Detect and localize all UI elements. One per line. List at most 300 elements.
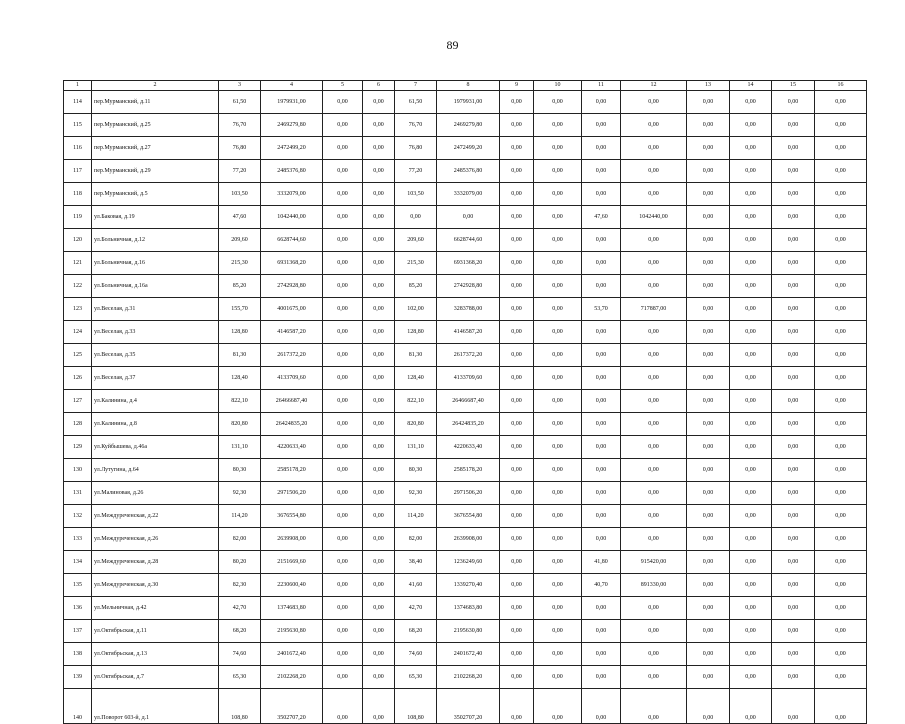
value-cell: 0,00	[815, 206, 867, 229]
value-cell: 131,10	[395, 436, 437, 459]
column-number-cell: 1	[64, 81, 92, 91]
value-cell: 0,00	[323, 252, 363, 275]
value-cell: 0,00	[500, 321, 534, 344]
value-cell: 0,00	[363, 390, 395, 413]
address-cell: ул.Веселая, д.37	[92, 367, 219, 390]
table-row	[64, 367, 867, 390]
value-cell: 0,00	[687, 643, 730, 666]
value-cell: 0,00	[815, 367, 867, 390]
value-cell: 0,00	[323, 321, 363, 344]
value-cell: 0,00	[534, 459, 582, 482]
value-cell: 0,00	[621, 114, 687, 137]
row-number-cell: 116	[64, 137, 92, 160]
value-cell: 0,00	[323, 91, 363, 114]
value-cell: 0,00	[534, 551, 582, 574]
value-cell: 0,00	[363, 620, 395, 643]
value-cell: 2971506,20	[261, 482, 323, 505]
address-cell: пер.Мурманский, д.25	[92, 114, 219, 137]
value-cell: 0,00	[815, 528, 867, 551]
value-cell: 0,00	[687, 321, 730, 344]
value-cell: 108,80	[395, 689, 437, 724]
value-cell: 0,00	[687, 551, 730, 574]
address-cell: ул.Октябрьская, д.13	[92, 643, 219, 666]
value-cell: 0,00	[363, 91, 395, 114]
value-cell: 77,20	[395, 160, 437, 183]
data-table	[63, 80, 867, 724]
value-cell: 0,00	[534, 183, 582, 206]
value-cell: 0,00	[772, 367, 815, 390]
value-cell: 102,00	[395, 298, 437, 321]
address-cell: ул.Междуреченская, д.26	[92, 528, 219, 551]
value-cell: 717887,00	[621, 298, 687, 321]
address-cell: ул.Малиновая, д.26	[92, 482, 219, 505]
column-number-cell: 3	[219, 81, 261, 91]
value-cell: 2472499,20	[437, 137, 500, 160]
value-cell: 6931368,20	[261, 252, 323, 275]
value-cell: 0,00	[815, 459, 867, 482]
value-cell: 0,00	[772, 436, 815, 459]
value-cell: 0,00	[772, 459, 815, 482]
value-cell: 0,00	[730, 643, 772, 666]
value-cell: 0,00	[772, 528, 815, 551]
value-cell: 0,00	[582, 160, 621, 183]
value-cell: 82,00	[219, 528, 261, 551]
value-cell: 0,00	[730, 344, 772, 367]
value-cell: 0,00	[323, 459, 363, 482]
value-cell: 820,80	[395, 413, 437, 436]
row-number-cell: 119	[64, 206, 92, 229]
value-cell: 0,00	[534, 528, 582, 551]
value-cell: 0,00	[323, 367, 363, 390]
value-cell: 0,00	[500, 91, 534, 114]
address-cell: ул.Лутугина, д.64	[92, 459, 219, 482]
value-cell: 92,30	[219, 482, 261, 505]
value-cell: 0,00	[534, 505, 582, 528]
row-number-cell: 136	[64, 597, 92, 620]
value-cell: 0,00	[363, 344, 395, 367]
value-cell: 61,50	[395, 91, 437, 114]
value-cell: 0,00	[730, 160, 772, 183]
value-cell: 0,00	[772, 390, 815, 413]
value-cell: 82,30	[219, 574, 261, 597]
value-cell: 0,00	[772, 160, 815, 183]
value-cell: 0,00	[534, 413, 582, 436]
value-cell: 0,00	[534, 252, 582, 275]
address-cell: ул.Октябрьская, д.11	[92, 620, 219, 643]
value-cell: 53,70	[582, 298, 621, 321]
value-cell: 2971506,20	[437, 482, 500, 505]
value-cell: 0,00	[500, 528, 534, 551]
value-cell: 0,00	[730, 689, 772, 724]
row-number-cell: 124	[64, 321, 92, 344]
value-cell: 0,00	[730, 436, 772, 459]
address-cell: ул.Мельничная, д.42	[92, 597, 219, 620]
value-cell: 0,00	[582, 321, 621, 344]
value-cell: 0,00	[363, 183, 395, 206]
value-cell: 2195630,80	[261, 620, 323, 643]
address-cell: ул.Веселая, д.35	[92, 344, 219, 367]
value-cell: 0,00	[534, 390, 582, 413]
value-cell: 2401672,40	[261, 643, 323, 666]
table-row	[64, 252, 867, 275]
value-cell: 0,00	[500, 459, 534, 482]
value-cell: 0,00	[323, 275, 363, 298]
value-cell: 0,00	[730, 574, 772, 597]
value-cell: 1042440,00	[261, 206, 323, 229]
value-cell: 0,00	[500, 137, 534, 160]
value-cell: 2742928,80	[437, 275, 500, 298]
value-cell: 0,00	[772, 597, 815, 620]
value-cell: 0,00	[500, 160, 534, 183]
address-cell: ул.Больничная, д.16а	[92, 275, 219, 298]
value-cell: 0,00	[772, 643, 815, 666]
table-row	[64, 390, 867, 413]
value-cell: 1979931,00	[261, 91, 323, 114]
column-number-cell: 15	[772, 81, 815, 91]
value-cell: 0,00	[534, 482, 582, 505]
value-cell: 0,00	[687, 482, 730, 505]
value-cell: 0,00	[500, 482, 534, 505]
value-cell: 4220633,40	[437, 436, 500, 459]
value-cell: 3502707,20	[437, 689, 500, 724]
value-cell: 155,70	[219, 298, 261, 321]
value-cell: 0,00	[500, 298, 534, 321]
value-cell: 3676554,80	[261, 505, 323, 528]
value-cell: 0,00	[815, 344, 867, 367]
value-cell: 0,00	[730, 114, 772, 137]
value-cell: 114,20	[395, 505, 437, 528]
value-cell: 0,00	[621, 620, 687, 643]
value-cell: 0,00	[363, 252, 395, 275]
value-cell: 2102268,20	[437, 666, 500, 689]
value-cell: 0,00	[363, 298, 395, 321]
value-cell: 103,50	[395, 183, 437, 206]
value-cell: 0,00	[323, 206, 363, 229]
table-header-row	[64, 81, 867, 91]
value-cell: 0,00	[621, 689, 687, 724]
value-cell: 0,00	[582, 643, 621, 666]
value-cell: 26466687,40	[261, 390, 323, 413]
row-number-cell: 120	[64, 229, 92, 252]
column-number-cell: 11	[582, 81, 621, 91]
value-cell: 2401672,40	[437, 643, 500, 666]
value-cell: 0,00	[323, 298, 363, 321]
value-cell: 128,40	[395, 367, 437, 390]
value-cell: 0,00	[815, 413, 867, 436]
value-cell: 0,00	[534, 229, 582, 252]
value-cell: 0,00	[687, 666, 730, 689]
value-cell: 0,00	[582, 275, 621, 298]
value-cell: 77,20	[219, 160, 261, 183]
value-cell: 0,00	[534, 574, 582, 597]
table-row	[64, 321, 867, 344]
address-cell: ул.Междуреченская, д.22	[92, 505, 219, 528]
row-number-cell: 127	[64, 390, 92, 413]
value-cell: 0,00	[323, 666, 363, 689]
value-cell: 0,00	[687, 390, 730, 413]
value-cell: 0,00	[363, 597, 395, 620]
value-cell: 0,00	[815, 252, 867, 275]
value-cell: 0,00	[815, 597, 867, 620]
address-cell: пер.Мурманский, д.5	[92, 183, 219, 206]
value-cell: 0,00	[815, 160, 867, 183]
value-cell: 0,00	[621, 321, 687, 344]
value-cell: 0,00	[534, 689, 582, 724]
value-cell: 114,20	[219, 505, 261, 528]
column-number-cell: 12	[621, 81, 687, 91]
address-cell: ул.Куйбышева, д.46а	[92, 436, 219, 459]
value-cell: 2585178,20	[437, 459, 500, 482]
table-row	[64, 689, 867, 724]
value-cell: 85,20	[395, 275, 437, 298]
value-cell: 76,70	[219, 114, 261, 137]
address-cell: ул.Междуреченская, д.30	[92, 574, 219, 597]
value-cell: 0,00	[500, 666, 534, 689]
row-number-cell: 125	[64, 344, 92, 367]
value-cell: 0,00	[687, 574, 730, 597]
value-cell: 47,60	[219, 206, 261, 229]
value-cell: 26424835,20	[261, 413, 323, 436]
value-cell: 0,00	[500, 413, 534, 436]
value-cell: 0,00	[582, 482, 621, 505]
value-cell: 0,00	[582, 137, 621, 160]
page-number: 89	[446, 38, 459, 52]
value-cell: 0,00	[323, 689, 363, 724]
value-cell: 0,00	[815, 620, 867, 643]
value-cell: 0,00	[687, 160, 730, 183]
row-number-cell: 121	[64, 252, 92, 275]
value-cell: 81,30	[395, 344, 437, 367]
value-cell: 42,70	[219, 597, 261, 620]
value-cell: 2639908,00	[261, 528, 323, 551]
value-cell: 0,00	[772, 298, 815, 321]
value-cell: 0,00	[772, 505, 815, 528]
value-cell: 4001675,00	[261, 298, 323, 321]
value-cell: 0,00	[323, 597, 363, 620]
value-cell: 0,00	[772, 321, 815, 344]
value-cell: 0,00	[621, 528, 687, 551]
row-number-cell: 135	[64, 574, 92, 597]
value-cell: 0,00	[323, 183, 363, 206]
row-number-cell: 132	[64, 505, 92, 528]
value-cell: 85,20	[219, 275, 261, 298]
value-cell: 38,40	[395, 551, 437, 574]
value-cell: 65,30	[395, 666, 437, 689]
value-cell: 0,00	[582, 666, 621, 689]
value-cell: 0,00	[323, 390, 363, 413]
value-cell: 128,80	[395, 321, 437, 344]
value-cell: 0,00	[323, 413, 363, 436]
value-cell: 82,00	[395, 528, 437, 551]
address-cell: пер.Мурманский, д.29	[92, 160, 219, 183]
value-cell: 2617372,20	[437, 344, 500, 367]
value-cell: 0,00	[500, 505, 534, 528]
address-cell: ул.Калинина, д.4	[92, 390, 219, 413]
value-cell: 0,00	[500, 620, 534, 643]
value-cell: 1042440,00	[621, 206, 687, 229]
value-cell: 0,00	[815, 574, 867, 597]
value-cell: 0,00	[815, 229, 867, 252]
table-row	[64, 275, 867, 298]
value-cell: 0,00	[621, 459, 687, 482]
value-cell: 0,00	[363, 413, 395, 436]
value-cell: 4146587,20	[437, 321, 500, 344]
value-cell: 0,00	[687, 91, 730, 114]
value-cell: 0,00	[815, 689, 867, 724]
value-cell: 0,00	[730, 666, 772, 689]
value-cell: 0,00	[772, 137, 815, 160]
value-cell: 0,00	[534, 160, 582, 183]
value-cell: 42,70	[395, 597, 437, 620]
value-cell: 76,70	[395, 114, 437, 137]
value-cell: 103,50	[219, 183, 261, 206]
value-cell: 0,00	[730, 551, 772, 574]
value-cell: 0,00	[323, 436, 363, 459]
column-number-cell: 9	[500, 81, 534, 91]
value-cell: 61,50	[219, 91, 261, 114]
value-cell: 74,60	[395, 643, 437, 666]
value-cell: 0,00	[534, 643, 582, 666]
value-cell: 0,00	[687, 229, 730, 252]
value-cell: 0,00	[687, 137, 730, 160]
value-cell: 81,30	[219, 344, 261, 367]
table-row	[64, 597, 867, 620]
value-cell: 0,00	[621, 91, 687, 114]
value-cell: 0,00	[500, 114, 534, 137]
value-cell: 0,00	[815, 183, 867, 206]
value-cell: 2485376,80	[261, 160, 323, 183]
value-cell: 0,00	[582, 252, 621, 275]
value-cell: 0,00	[621, 160, 687, 183]
table-row	[64, 643, 867, 666]
value-cell: 47,60	[582, 206, 621, 229]
value-cell: 0,00	[363, 666, 395, 689]
row-number-cell: 130	[64, 459, 92, 482]
value-cell: 2102268,20	[261, 666, 323, 689]
column-number-cell: 16	[815, 81, 867, 91]
value-cell: 4133709,60	[261, 367, 323, 390]
value-cell: 0,00	[582, 114, 621, 137]
value-cell: 2639908,00	[437, 528, 500, 551]
value-cell: 0,00	[772, 229, 815, 252]
value-cell: 0,00	[687, 275, 730, 298]
value-cell: 215,30	[219, 252, 261, 275]
table-row	[64, 482, 867, 505]
address-cell: пер.Мурманский, д.27	[92, 137, 219, 160]
value-cell: 4133709,60	[437, 367, 500, 390]
value-cell: 0,00	[730, 137, 772, 160]
value-cell: 0,00	[500, 367, 534, 390]
value-cell: 0,00	[687, 528, 730, 551]
table-row	[64, 114, 867, 137]
value-cell: 0,00	[500, 183, 534, 206]
value-cell: 0,00	[582, 505, 621, 528]
value-cell: 0,00	[363, 160, 395, 183]
table-row	[64, 344, 867, 367]
value-cell: 0,00	[363, 206, 395, 229]
value-cell: 0,00	[621, 390, 687, 413]
value-cell: 0,00	[730, 229, 772, 252]
table-row	[64, 160, 867, 183]
column-number-cell: 5	[323, 81, 363, 91]
value-cell: 0,00	[582, 689, 621, 724]
table-row	[64, 574, 867, 597]
value-cell: 0,00	[582, 413, 621, 436]
value-cell: 3332079,00	[261, 183, 323, 206]
value-cell: 0,00	[772, 206, 815, 229]
value-cell: 0,00	[500, 252, 534, 275]
value-cell: 128,80	[219, 321, 261, 344]
value-cell: 0,00	[363, 229, 395, 252]
table-row	[64, 91, 867, 114]
value-cell: 68,20	[219, 620, 261, 643]
table-row	[64, 206, 867, 229]
value-cell: 0,00	[621, 597, 687, 620]
value-cell: 3502707,20	[261, 689, 323, 724]
row-number-cell: 126	[64, 367, 92, 390]
value-cell: 2485376,80	[437, 160, 500, 183]
value-cell: 0,00	[582, 344, 621, 367]
value-cell: 0,00	[730, 528, 772, 551]
value-cell: 0,00	[772, 574, 815, 597]
value-cell: 0,00	[582, 459, 621, 482]
value-cell: 76,80	[395, 137, 437, 160]
value-cell: 0,00	[687, 344, 730, 367]
value-cell: 0,00	[323, 620, 363, 643]
value-cell: 0,00	[363, 528, 395, 551]
value-cell: 0,00	[500, 344, 534, 367]
value-cell: 0,00	[582, 183, 621, 206]
row-number-cell: 114	[64, 91, 92, 114]
value-cell: 0,00	[363, 482, 395, 505]
column-number-cell: 13	[687, 81, 730, 91]
value-cell: 0,00	[323, 137, 363, 160]
value-cell: 0,00	[730, 275, 772, 298]
value-cell: 3676554,80	[437, 505, 500, 528]
value-cell: 3283788,00	[437, 298, 500, 321]
column-number-cell: 4	[261, 81, 323, 91]
value-cell: 0,00	[815, 321, 867, 344]
value-cell: 0,00	[500, 551, 534, 574]
table-row	[64, 551, 867, 574]
value-cell: 0,00	[582, 620, 621, 643]
value-cell: 215,30	[395, 252, 437, 275]
value-cell: 0,00	[323, 160, 363, 183]
address-cell: ул.Калинина, д.8	[92, 413, 219, 436]
value-cell: 0,00	[772, 344, 815, 367]
value-cell: 0,00	[730, 183, 772, 206]
value-cell: 0,00	[534, 298, 582, 321]
value-cell: 0,00	[323, 528, 363, 551]
value-cell: 0,00	[815, 390, 867, 413]
value-cell: 4146587,20	[261, 321, 323, 344]
column-number-cell: 14	[730, 81, 772, 91]
value-cell: 41,60	[395, 574, 437, 597]
value-cell: 0,00	[500, 689, 534, 724]
table-row	[64, 298, 867, 321]
value-cell: 0,00	[815, 436, 867, 459]
row-number-cell: 118	[64, 183, 92, 206]
address-cell: пер.Мурманский, д.11	[92, 91, 219, 114]
value-cell: 108,80	[219, 689, 261, 724]
value-cell: 0,00	[815, 91, 867, 114]
row-number-cell: 117	[64, 160, 92, 183]
value-cell: 0,00	[815, 298, 867, 321]
value-cell: 822,10	[395, 390, 437, 413]
address-cell: ул.Веселая, д.33	[92, 321, 219, 344]
value-cell: 0,00	[730, 413, 772, 436]
table-row	[64, 505, 867, 528]
